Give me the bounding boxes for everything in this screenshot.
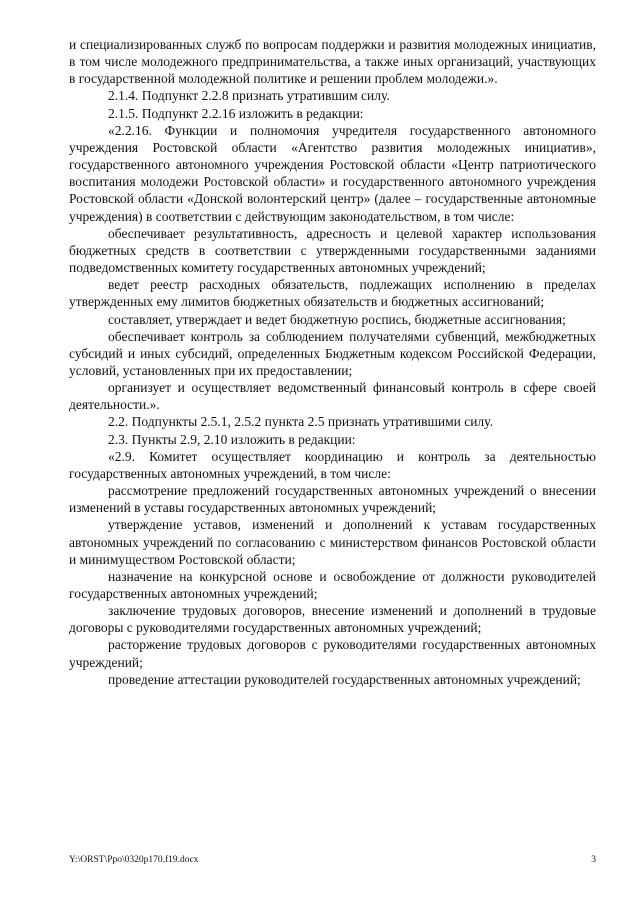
paragraph: ведет реестр расходных обязательств, подлежащих исполнению в пределах утвержденных ему лимитов бюджетных обязательств и бюджетных ассигнований;	[69, 277, 596, 310]
paragraph: проведение аттестации руководителей государственных автономных учреждений;	[108, 671, 581, 687]
paragraph: организует и осуществляет ведомственный финансовый контроль в сфере своей деятельности.».	[69, 380, 596, 413]
paragraph: «2.9. Комитет осуществляет координацию и контроль за деятельностью государственных автономных учреждений, в том числе:	[69, 448, 596, 481]
paragraph: обеспечивает контроль за соблюдением получателями субвенций, межбюджетных субсидий и иных субсидий, определенных Бюджетным кодексом Российской Федерации, условий, установленных при их предоставлении;	[69, 328, 596, 378]
paragraph: 2.3. Пункты 2.9, 2.10 изложить в редакции:	[108, 431, 356, 447]
paragraph: заключение трудовых договоров, внесение изменений и дополнений в трудовые договоры с руководителями государственных автономных учреждений;	[69, 603, 596, 636]
paragraph: и специализированных служб по вопросам поддержки и развития молодежных инициатив, в том числе молодежного предпринимательства, а также иных организаций, участвующих в государственной молодежной политике и решении проблем молодежи.».	[69, 37, 596, 87]
footer-file-path: Y:\ORST\Ppo\0320p170.f19.docx	[69, 855, 199, 865]
paragraph: 2.2. Подпункты 2.5.1, 2.5.2 пункта 2.5 признать утратившими силу.	[108, 414, 493, 430]
paragraph: назначение на конкурсной основе и освобождение от должности руководителей государственных автономных учреждений;	[69, 568, 596, 601]
document-body	[69, 36, 596, 688]
paragraph: расторжение трудовых договоров с руководителями государственных автономных учреждений;	[69, 637, 596, 670]
paragraph: рассмотрение предложений государственных автономных учреждений о внесении изменений в уставы государственных автономных учреждений;	[69, 483, 596, 516]
paragraph: обеспечивает результативность, адресность и целевой характер использования бюджетных средств в соответствии с утвержденными государственными заданиями подведомственных комитету государственных автономных учреждений;	[69, 225, 596, 276]
paragraph: составляет, утверждает и ведет бюджетную роспись, бюджетные ассигнования;	[108, 311, 566, 327]
paragraph: утверждение уставов, изменений и дополнений к уставам государственных автономных учреждений по согласованию с министерством финансов Ростовской области и минимуществом Ростовской области;	[69, 517, 596, 567]
paragraph: «2.2.16. Функции и полномочия учредителя государственного автономного учреждения Ростовской области «Агентство развития молодежных инициатив», государственного автономного учреждения Ростовской области «Центр патриотического воспитания молодежи Ростовской области» и государственного автономного учреждения Ростовской области «Донской волонтерский центр» (далее – государственные автономные учреждения) в соответствии с действующим законодательством, в том числе:	[69, 122, 596, 224]
paragraph: 2.1.5. Подпункт 2.2.16 изложить в редакции:	[108, 105, 364, 121]
paragraph: 2.1.4. Подпункт 2.2.8 признать утратившим силу.	[108, 88, 390, 104]
page-number: 3	[591, 855, 596, 865]
